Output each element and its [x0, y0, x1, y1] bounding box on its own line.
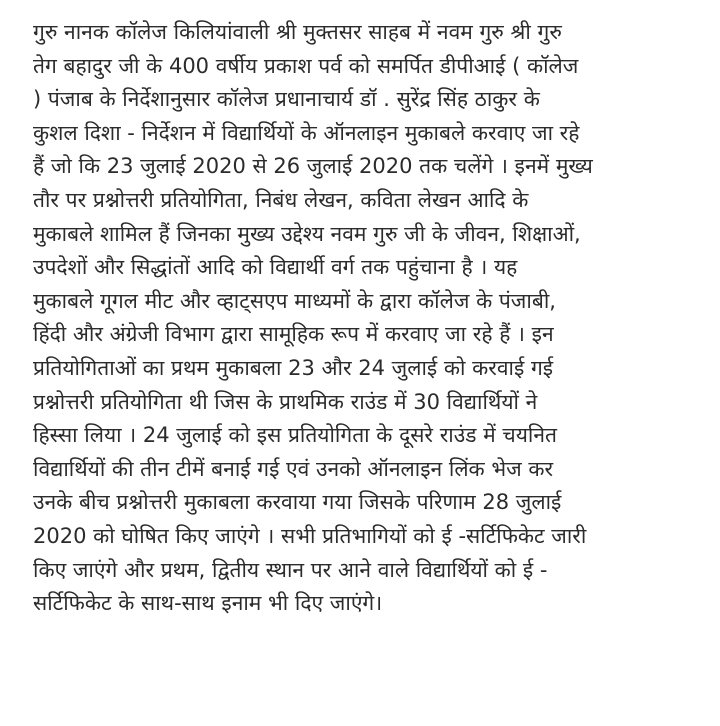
- text-line: हैं जो कि 23 जुलाई 2020 से 26 जुलाई 2020 तक चलेंगे । इनमें मुख्य: [33, 154, 593, 179]
- text-line: मुकाबले गूगल मीट और व्हाट्सएप माध्यमों के द्वारा कॉलेज के पंजाबी,: [33, 288, 556, 313]
- text-line: उपदेशों और सिद्धांतों आदि को विद्यार्थी वर्ग तक पहुंचाना है । यह: [33, 255, 518, 280]
- text-line: तौर पर प्रश्नोत्तरी प्रतियोगिता, निबंध लेखन, कविता लेखन आदि के: [33, 187, 529, 212]
- text-line: हिस्सा लिया । 24 जुलाई को इस प्रतियोगिता के दूसरे राउंड में चयनित: [33, 423, 557, 448]
- text-line: किए जाएंगे और प्रथम, द्वितीय स्थान पर आने वाले विद्यार्थियों को ई -: [33, 557, 548, 582]
- text-line: हिंदी और अंग्रेजी विभाग द्वारा सामूहिक रूप में करवाए जा रहे हैं । इन: [33, 322, 554, 347]
- text-line: प्रतियोगिताओं का प्रथम मुकाबला 23 और 24 जुलाई को करवाई गई: [33, 355, 554, 380]
- text-line: विद्यार्थियों की तीन टीमें बनाई गई एवं उनको ऑनलाइन लिंक भेज कर: [33, 456, 554, 481]
- text-line: ) पंजाब के निर्देशानुसार कॉलेज प्रधानाचार्य डॉ . सुरेंद्र सिंह ठाकुर के: [33, 87, 540, 112]
- text-line: उनके बीच प्रश्नोत्तरी मुकाबला करवाया गया जिसके परिणाम 28 जुलाई: [33, 490, 562, 515]
- text-line: सर्टिफिकेट के साथ-साथ इनाम भी दिए जाएंगे।: [33, 591, 383, 616]
- text-line: कुशल दिशा - निर्देशन में विद्यार्थियों के ऑनलाइन मुकाबले करवाए जा रहे: [33, 120, 580, 145]
- text-line: प्रश्नोत्तरी प्रतियोगिता थी जिस के प्राथमिक राउंड में 30 विद्यार्थियों ने: [33, 389, 538, 414]
- news-article-text: [33, 16, 705, 621]
- text-line: 2020 को घोषित किए जाएंगे । सभी प्रतिभागियों को ई -सर्टिफिकेट जारी: [33, 523, 587, 548]
- text-line: गुरु नानक कॉलेज किलियांवाली श्री मुक्तसर साहब में नवम गुरु श्री गुरु: [33, 20, 562, 44]
- text-line: तेग बहादुर जी के 400 वर्षीय प्रकाश पर्व को समर्पित डीपीआई ( कॉलेज: [33, 53, 579, 78]
- text-line: मुकाबले शामिल हैं जिनका मुख्य उद्देश्य नवम गुरु जी के जीवन, शिक्षाओं,: [33, 221, 581, 246]
